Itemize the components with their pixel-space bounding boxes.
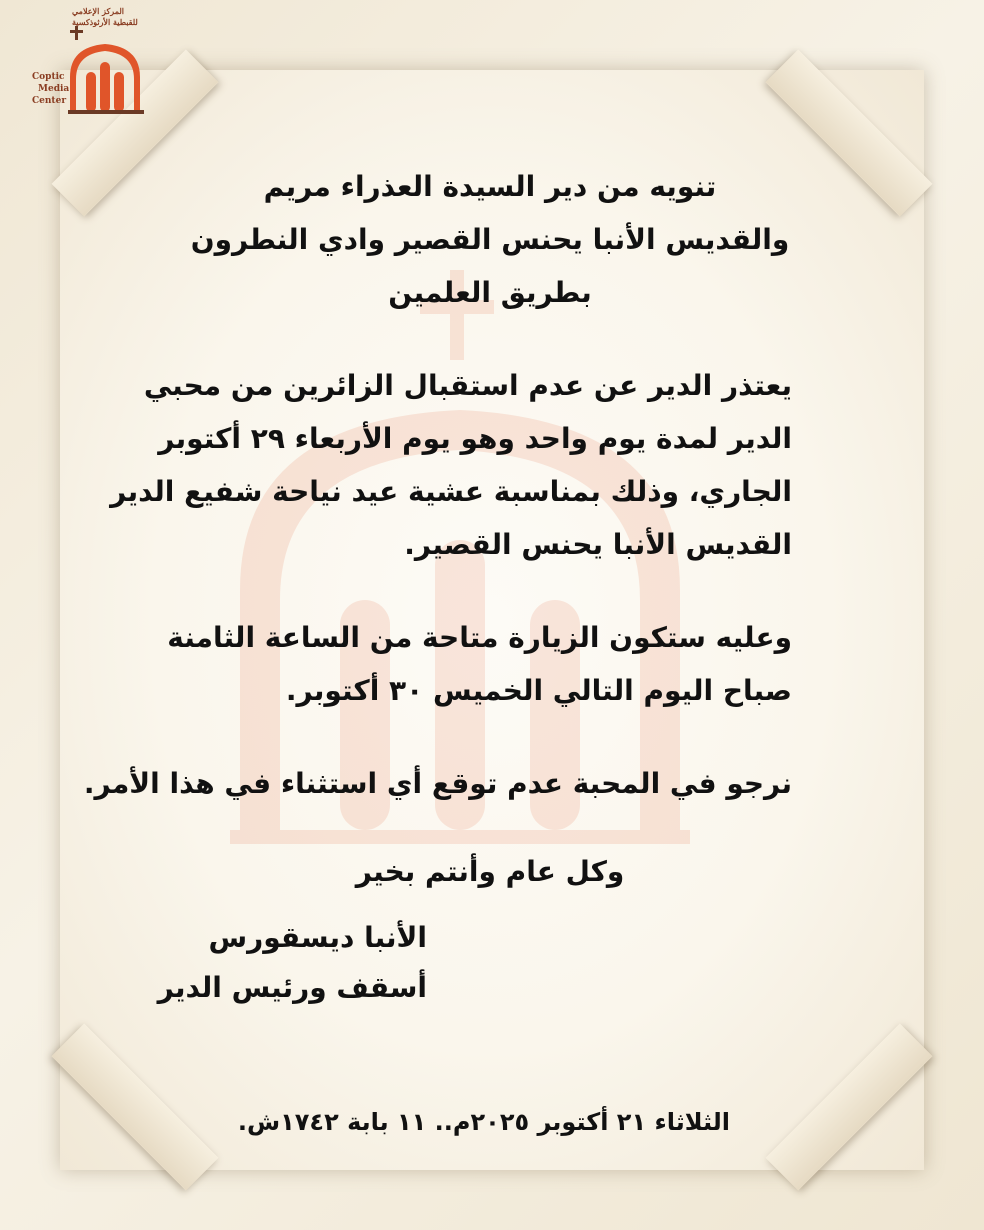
paragraph-3: نرجو في المحبة عدم توقع أي استثناء في هذا الأمر. bbox=[83, 767, 792, 800]
notice-title-line-3: بطريق العلمين bbox=[388, 276, 592, 309]
notice-content bbox=[83, 160, 840, 1013]
paragraph-1-line-3: الجاري، وذلك بمناسبة عشية عيد نياحة شفيع الدير bbox=[110, 475, 792, 508]
photo-corner-bottom-right bbox=[766, 1024, 933, 1191]
spacer bbox=[140, 571, 840, 611]
notice-title-line-1: تنويه من دير السيدة العذراء مريم bbox=[263, 170, 717, 203]
photo-corner-bottom-left bbox=[52, 1024, 219, 1191]
paragraph-2-line-1: وعليه ستكون الزيارة متاحة من الساعة الثامنة bbox=[167, 621, 792, 654]
logo-english-line-1: Coptic bbox=[32, 72, 65, 82]
signature-title: أسقف ورئيس الدير bbox=[157, 971, 427, 1004]
spacer bbox=[140, 319, 840, 359]
logo-english-line-3: Center bbox=[32, 96, 67, 106]
paragraph-1-line-1: يعتذر الدير عن عدم استقبال الزائرين من محبي bbox=[143, 369, 792, 402]
notice-date: الثلاثاء ٢١ أكتوبر ٢٠٢٥م.. ١١ بابة ١٧٤٢ش. bbox=[237, 1108, 730, 1136]
notice-title-line-2: والقديس الأنبا يحنس القصير وادي النطرون bbox=[190, 223, 790, 256]
coptic-media-center-logo bbox=[30, 2, 150, 116]
spacer bbox=[140, 810, 840, 845]
spacer bbox=[140, 717, 840, 757]
signature-name: الأنبا ديسقورس bbox=[208, 921, 427, 954]
greeting: وكل عام وأنتم بخير bbox=[355, 855, 625, 888]
logo-arabic-line-2: للقبطية الأرثوذكسية bbox=[72, 17, 138, 27]
paragraph-2-line-2: صباح اليوم التالي الخميس ٣٠ أكتوبر. bbox=[285, 674, 792, 707]
logo-arabic-line-1: المركز الإعلامي bbox=[72, 6, 124, 16]
spacer bbox=[140, 898, 840, 913]
paragraph-1-line-2: الدير لمدة يوم واحد وهو يوم الأربعاء ٢٩ أكتوبر bbox=[158, 422, 792, 455]
logo-english-line-2: Media bbox=[38, 84, 70, 94]
paragraph-1-line-4: القديس الأنبا يحنس القصير. bbox=[404, 528, 792, 561]
